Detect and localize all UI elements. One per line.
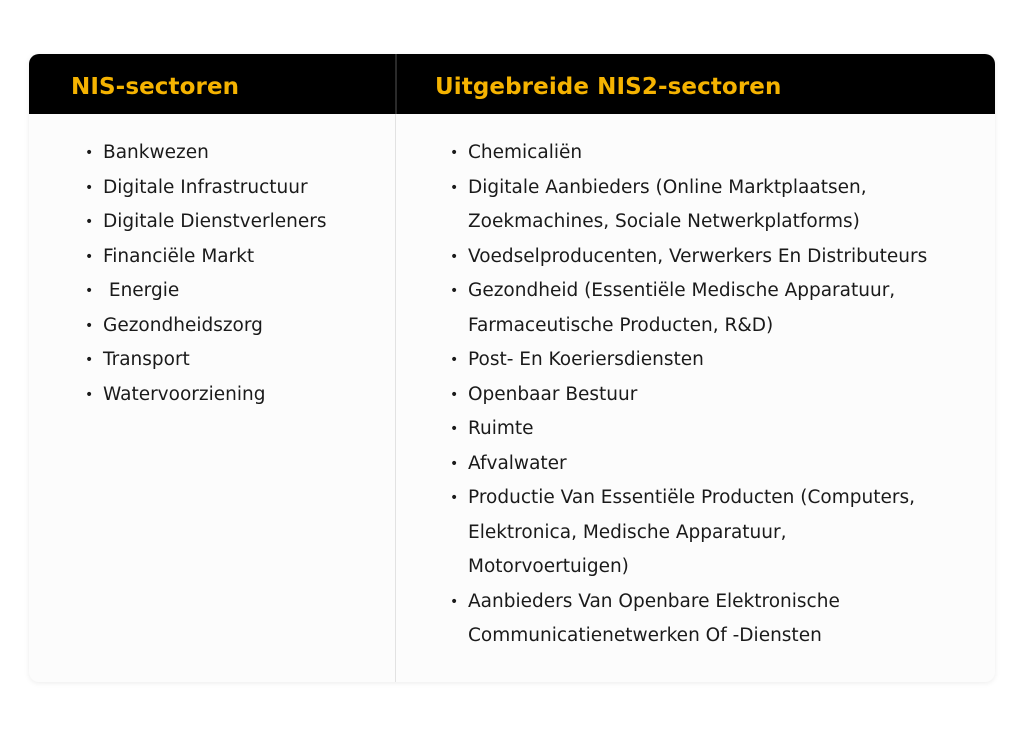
bullet-icon: • [85,248,94,265]
list-item [29,171,389,206]
bullet-icon: • [450,421,459,437]
bullet-icon: • [85,352,94,368]
list-item [395,447,985,482]
bullet-icon: • [85,386,94,403]
list-item-label: Digitale Aanbieders (Online Marktplaatsen, Zoekmachines, Sociale Netwerkplatforms) [468,176,867,232]
list-item-label: Energie [103,280,180,301]
list-item [395,136,985,171]
bullet-icon: • [85,317,94,334]
bullet-icon: • [450,455,459,472]
list-item [395,343,985,378]
list-item-label: Afvalwater [468,452,567,474]
bullet-icon: • [450,248,459,265]
list-item [29,205,389,240]
list-item-label: Gezondheidszorg [103,314,263,336]
list-item [395,481,985,585]
bullet-icon: • [450,386,459,403]
list-item [29,378,389,413]
table-header [29,54,995,114]
bullet-icon: • [450,352,459,368]
bullet-icon: • [85,214,94,230]
list-item [29,136,389,171]
bullet-icon: • [450,145,459,161]
list-item [395,171,985,240]
list-item [29,309,389,344]
nis2-sectors-heading: Uitgebreide NIS2-sectoren [435,74,782,100]
list-item-label: Digitale Dienstverleners [103,211,327,232]
list-item [395,240,985,275]
list-item [29,240,389,275]
sector-comparison-table [29,54,995,682]
list-item-label: Financiële Markt [103,245,255,267]
bullet-icon: • [85,179,94,196]
list-item [395,412,985,447]
nis-sector-list [29,136,389,412]
list-item-label: Post- En Koeriersdiensten [468,349,704,370]
list-item [395,274,985,343]
list-item-label: Openbaar Bestuur [468,383,638,405]
bullet-icon: • [85,145,94,161]
list-item-label: Digitale Infrastructuur [103,176,308,198]
list-item-label: Gezondheid (Essentiële Medische Apparatuur, Farmaceutische Producten, R&D) [468,280,896,336]
list-item-label: Aanbieders Van Openbare Elektronische Communicatienetwerken Of -Diensten [468,590,840,646]
bullet-icon: • [450,179,459,196]
list-item-label: Productie Van Essentiële Producten (Computers, Elektronica, Medische Apparatuur, Motorvoertuigen) [468,487,915,577]
bullet-icon: • [450,593,459,610]
bullet-icon: • [85,283,94,299]
list-item-label: Voedselproducenten, Verwerkers En Distributeurs [468,245,928,267]
header-divider [395,54,397,114]
bullet-icon: • [450,490,459,506]
list-item [395,378,985,413]
list-item [29,343,389,378]
list-item-label: Transport [103,349,190,370]
bullet-icon: • [450,283,459,299]
list-item-label: Chemicaliën [468,142,583,163]
nis-sectors-heading: NIS-sectoren [71,74,240,100]
nis2-sector-list [395,136,985,654]
list-item [395,585,985,654]
list-item-label: Bankwezen [103,142,209,163]
list-item-label: Watervoorziening [103,383,266,405]
list-item-label: Ruimte [468,418,534,439]
list-item [29,274,389,309]
